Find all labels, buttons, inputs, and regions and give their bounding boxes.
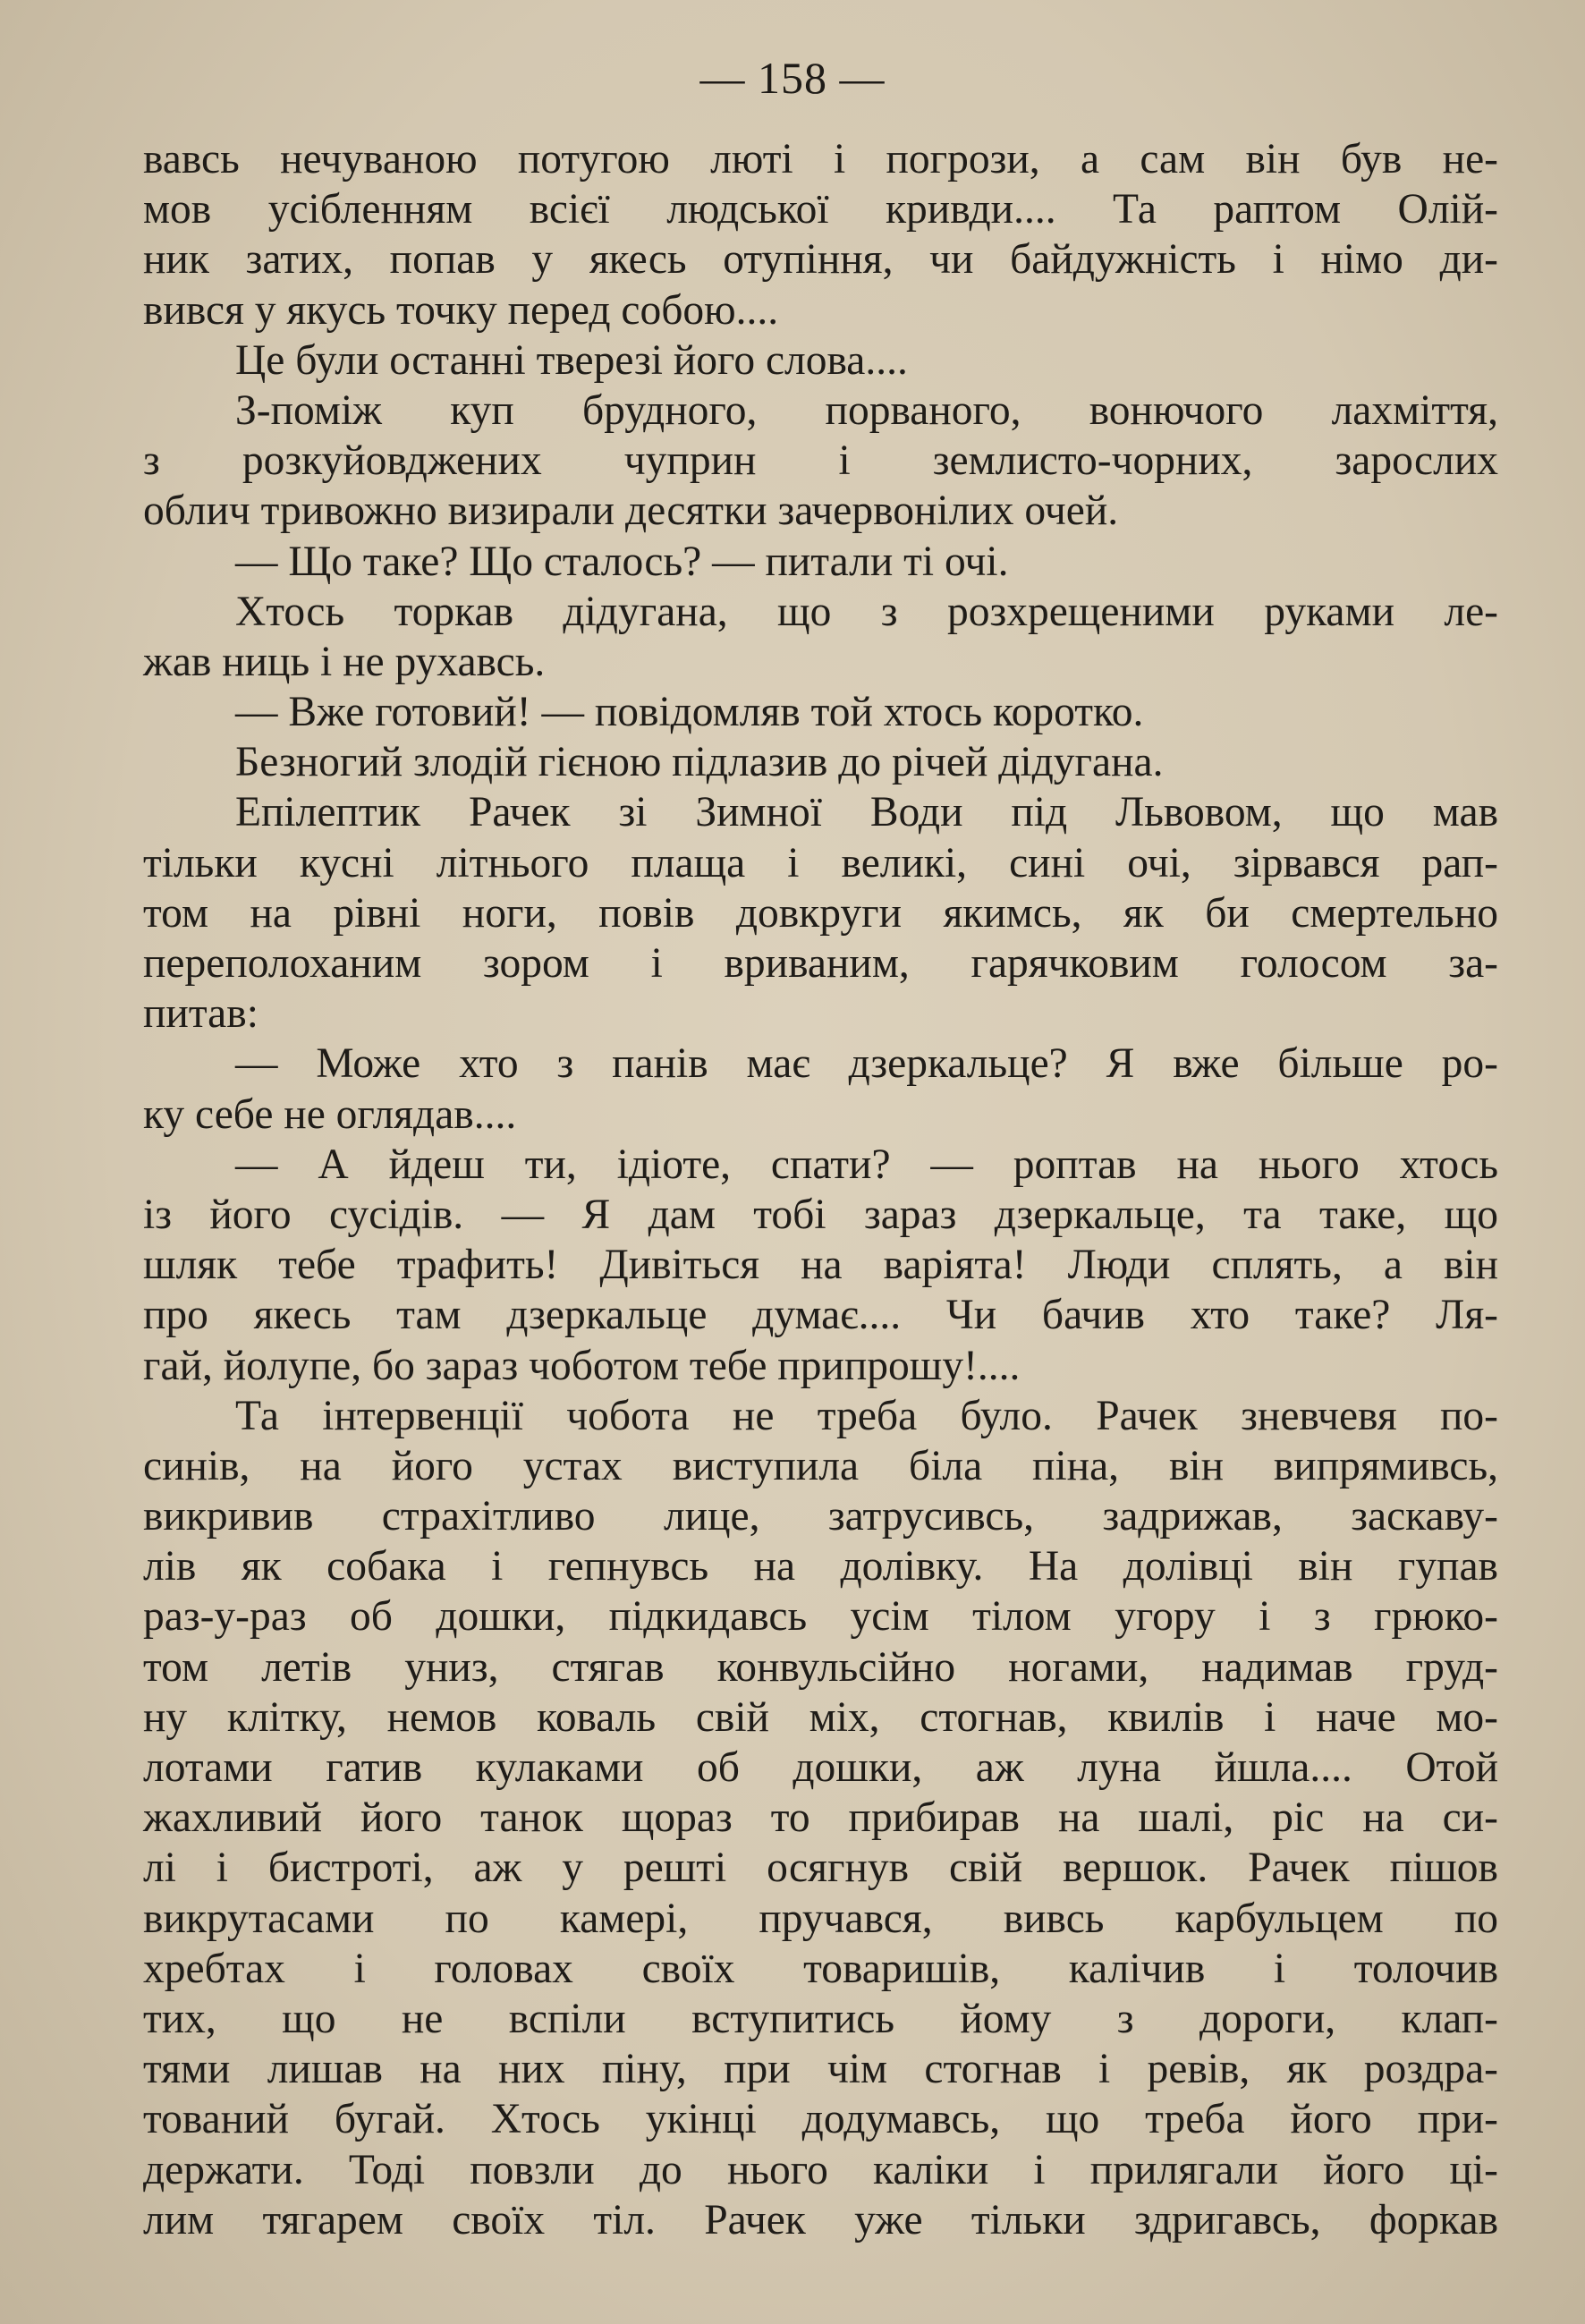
text-line: Безногий злодій гієною підлазив до річей дідугана. <box>235 739 1164 786</box>
text-line: ну клітку, немов коваль свій міх, стогнав, квилів і наче мо- <box>143 1693 1498 1741</box>
text-line: про якесь там дзеркальце думає.... Чи бачив хто таке? Ля- <box>143 1292 1498 1339</box>
text-line: ник затих, попав у якесь отупіння, чи байдужність і німо ди- <box>143 236 1498 284</box>
text-line: з розкуйовджених чуприн і землисто-чорних, зарослих <box>143 437 1498 485</box>
text-line: том летів униз, стягав конвульсійно ногами, надимав груд- <box>143 1643 1498 1691</box>
text-line: З-поміж куп брудного, порваного, вонючого лахміття, <box>235 386 1498 434</box>
text-line: вився у якусь точку перед собою.... <box>143 286 779 334</box>
text-line: лі і бистроті, аж у решті осягнув свій вершок. Рачек пішов <box>143 1845 1498 1892</box>
text-line: викривив страхітливо лице, затрусивсь, задрижав, заскаву- <box>143 1493 1498 1540</box>
text-line: жав ниць і не рухавсь. <box>143 638 546 685</box>
text-line: лів як собака і гепнувсь на долівку. На долівці він гупав <box>143 1543 1498 1590</box>
text-line: викрутасами по камері, пручався, вивсь карбульцем по <box>143 1895 1498 1942</box>
text-line: жахливий його танок щораз то прибирав на шалі, ріс на си- <box>143 1794 1498 1842</box>
text-line: переполоханим зором і вриваним, гарячковим голосом за- <box>143 940 1498 987</box>
text-line: тих, що не вспіли вступитись йому з дороги, клап- <box>143 1995 1498 2042</box>
text-line: — Може хто з панів має дзеркальце? Я вже більше ро- <box>235 1040 1498 1088</box>
text-line: облич тривожно визирали десятки зачервонілих очей. <box>143 488 1119 535</box>
text-line: вавсь нечуваною потугою люті і погрози, а сам він був не- <box>143 136 1498 182</box>
text-line: Це були останні тверезі його слова.... <box>235 336 908 384</box>
text-line: хребтах і головах своїх товаришів, калічив і толочив <box>143 1945 1498 1992</box>
text-line: Епілептик Рачек зі Зимної Води під Львовом, що мав <box>235 789 1498 836</box>
body-text <box>143 134 1498 2245</box>
text-line: — Що таке? Що сталось? — питали ті очі. <box>235 538 1009 585</box>
text-line: гай, йолупе, бо зараз чоботом тебе припрошу!.... <box>143 1342 1021 1389</box>
text-line: том на рівні ноги, повів довкруги якимсь, як би смертельно <box>143 889 1498 937</box>
text-line: мов усібленням всієї людської кривди.... Та раптом Олій- <box>143 186 1498 233</box>
text-line: тями лишав на них піну, при чім стогнав і ревів, як роздра- <box>143 2046 1498 2093</box>
text-line: лим тягарем своїх тіл. Рачек уже тільки здригавсь, форкав <box>143 2196 1498 2243</box>
text-line: шляк тебе трафить! Дивіться на варіята! Люди сплять, а він <box>143 1242 1498 1289</box>
text-line: із його сусідів. — Я дам тобі зараз дзеркальце, та таке, що <box>143 1191 1498 1238</box>
text-line: питав: <box>143 990 259 1038</box>
text-line: ку себе не оглядав.... <box>143 1090 517 1138</box>
text-line: — Вже готовий! — повідомляв той хтось коротко. <box>235 689 1144 736</box>
text-line: тований бугай. Хтось укінці додумавсь, що треба його при- <box>143 2096 1498 2143</box>
text-line: лотами гатив кулаками об дошки, аж луна йшла.... Отой <box>143 1744 1498 1791</box>
text-line: раз-у-раз об дошки, підкидавсь усім тілом угору і з грюко- <box>143 1593 1498 1641</box>
text-line: тільки кусні літнього плаща і великі, сині очі, зірвався рап- <box>143 839 1498 886</box>
text-line: Хтось торкав дідугана, що з розхрещеними руками ле- <box>235 588 1498 635</box>
page-number: — 158 — <box>699 53 886 103</box>
text-line: синів, на його устах виступила біла піна, він випрямивсь, <box>143 1442 1498 1489</box>
text-line: держати. Тоді повзли до нього каліки і прилягали його ці- <box>143 2146 1498 2193</box>
text-line: — А йдеш ти, ідіоте, спати? — роптав на нього хтось <box>235 1141 1498 1188</box>
text-line: Та інтервенції чобота не треба було. Рачек зневчевя по- <box>235 1392 1498 1439</box>
